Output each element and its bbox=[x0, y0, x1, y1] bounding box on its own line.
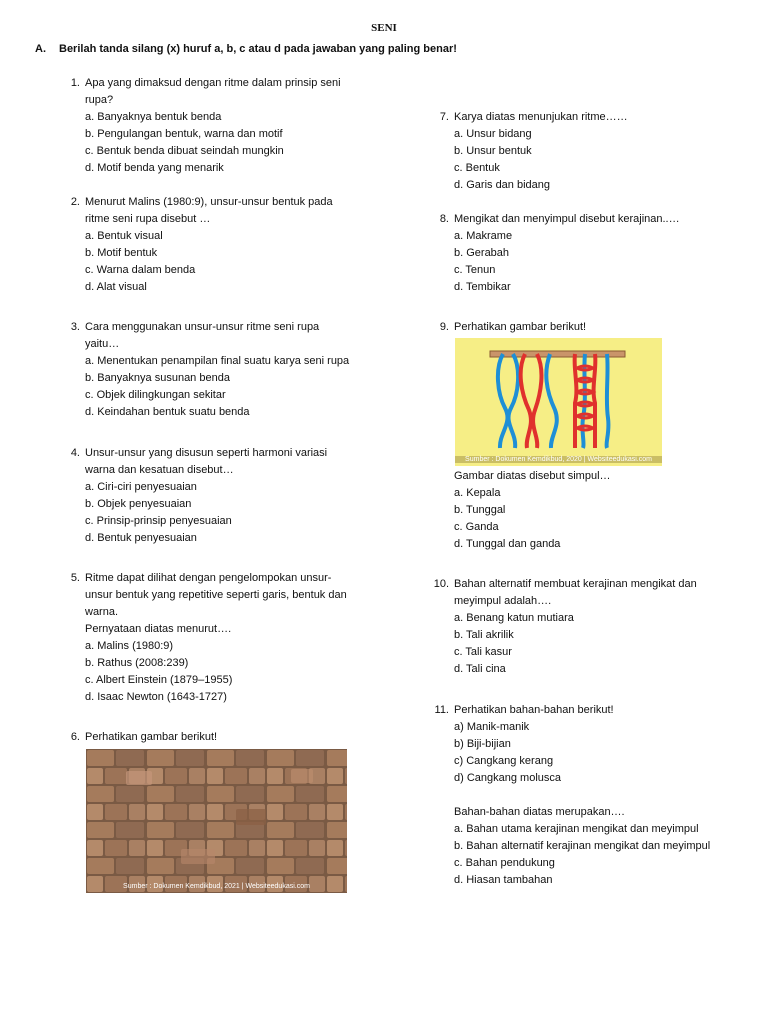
question-statement: Pernyataan diatas menurut…. bbox=[85, 623, 232, 635]
option-a: a. Banyaknya bentuk benda bbox=[85, 111, 222, 123]
figure-caption: Sumber : Dokumen Kemdikbud, 2020 | Websiteedukasi.com bbox=[455, 456, 662, 463]
option-d: d. Bentuk penyesuaian bbox=[85, 532, 197, 544]
stone-wall-image bbox=[86, 749, 347, 893]
question-text: ritme seni rupa disebut … bbox=[85, 213, 211, 225]
option-d: d. Tembikar bbox=[454, 281, 511, 293]
question-number: 10. bbox=[433, 578, 449, 590]
question-4 bbox=[62, 445, 327, 547]
option-a: a. Menentukan penampilan final suatu karya seni rupa bbox=[85, 355, 350, 367]
question-number: 6. bbox=[70, 731, 80, 743]
question-text: Menurut Malins (1980:9), unsur-unsur bentuk pada bbox=[85, 196, 333, 208]
question-6 bbox=[62, 729, 217, 746]
question-text: meyimpul adalah…. bbox=[454, 595, 552, 607]
question-text: Perhatikan gambar berikut! bbox=[85, 731, 218, 743]
question-8 bbox=[431, 211, 680, 296]
question-text: rupa? bbox=[85, 94, 114, 106]
instruction-text: Berilah tanda silang (x) huruf a, b, c atau d pada jawaban yang paling benar! bbox=[59, 43, 457, 55]
question-1 bbox=[62, 75, 341, 177]
option-b: b. Bahan alternatif kerajinan mengikat dan meyimpul bbox=[454, 840, 711, 852]
question-number: 9. bbox=[439, 321, 449, 333]
option-c: c. Albert Einstein (1879–1955) bbox=[85, 674, 233, 686]
question-number: 8. bbox=[439, 213, 449, 225]
stone-wall-drawing bbox=[86, 749, 347, 893]
option-c: c. Prinsip-prinsip penyesuaian bbox=[85, 515, 232, 527]
figure-caption: Sumber : Dokumen Kemdikbud, 2021 | Websiteedukasi.com bbox=[123, 883, 310, 890]
question-number: 7. bbox=[439, 111, 449, 123]
option-d: d. Keindahan bentuk suatu benda bbox=[85, 406, 250, 418]
option-b: b. Pengulangan bentuk, warna dan motif bbox=[85, 128, 283, 140]
material-item: c) Cangkang kerang bbox=[454, 755, 554, 767]
option-b: b. Unsur bentuk bbox=[454, 145, 532, 157]
question-number: 1. bbox=[70, 77, 80, 89]
question-7 bbox=[431, 109, 628, 194]
material-item: d) Cangkang molusca bbox=[454, 772, 562, 784]
option-a: a. Bentuk visual bbox=[85, 230, 163, 242]
question-text: Karya diatas menunjukan ritme…… bbox=[454, 111, 628, 123]
option-b: b. Motif bentuk bbox=[85, 247, 158, 259]
question-text: Bahan-bahan diatas merupakan…. bbox=[454, 806, 625, 818]
macrame-knot-image bbox=[455, 338, 662, 466]
question-number: 2. bbox=[70, 196, 80, 208]
option-b: b. Tunggal bbox=[454, 504, 506, 516]
question-text: Perhatikan bahan-bahan berikut! bbox=[454, 704, 614, 716]
option-a: a. Bahan utama kerajinan mengikat dan meyimpul bbox=[454, 823, 699, 835]
option-d: d. Garis dan bidang bbox=[454, 179, 551, 191]
option-c: c. Objek dilingkungan sekitar bbox=[85, 389, 226, 401]
option-c: c. Warna dalam benda bbox=[85, 264, 196, 276]
question-3 bbox=[62, 319, 349, 421]
question-2 bbox=[62, 194, 333, 296]
blank-line bbox=[454, 787, 710, 804]
material-item: b) Biji-bijian bbox=[454, 738, 511, 750]
instruction bbox=[35, 43, 457, 55]
question-text: Mengikat dan menyimpul disebut kerajinan..… bbox=[454, 213, 680, 225]
option-c: c. Ganda bbox=[454, 521, 499, 533]
option-b: b. Gerabah bbox=[454, 247, 510, 259]
question-10 bbox=[431, 576, 697, 678]
question-9-options bbox=[431, 468, 611, 553]
question-5 bbox=[62, 570, 347, 706]
question-text: Ritme dapat dilihat dengan pengelompokan unsur- bbox=[85, 572, 332, 584]
question-number: 3. bbox=[70, 321, 80, 333]
option-a: a. Makrame bbox=[454, 230, 513, 242]
option-c: c. Bentuk benda dibuat seindah mungkin bbox=[85, 145, 284, 157]
option-c: c. Bentuk bbox=[454, 162, 500, 174]
option-d: d. Hiasan tambahan bbox=[454, 874, 553, 886]
section-letter: A. bbox=[35, 43, 46, 55]
question-number: 4. bbox=[70, 447, 80, 459]
question-text: Bahan alternatif membuat kerajinan mengikat dan bbox=[454, 578, 697, 590]
option-c: c. Tali kasur bbox=[454, 646, 512, 658]
option-a: a. Malins (1980:9) bbox=[85, 640, 174, 652]
question-text: unsur bentuk yang repetitive seperti garis, bentuk dan bbox=[85, 589, 347, 601]
question-11 bbox=[431, 702, 710, 889]
option-c: c. Bahan pendukung bbox=[454, 857, 555, 869]
option-d: d. Tali cina bbox=[454, 663, 506, 675]
material-item: a) Manik-manik bbox=[454, 721, 530, 733]
option-d: d. Alat visual bbox=[85, 281, 147, 293]
option-a: a. Unsur bidang bbox=[454, 128, 532, 140]
question-text: Perhatikan gambar berikut! bbox=[454, 321, 587, 333]
option-d: d. Tunggal dan ganda bbox=[454, 538, 561, 550]
option-d: d. Isaac Newton (1643-1727) bbox=[85, 691, 227, 703]
question-text: Apa yang dimaksud dengan ritme dalam prinsip seni bbox=[85, 77, 341, 89]
option-c: c. Tenun bbox=[454, 264, 496, 276]
option-a: a. Ciri-ciri penyesuaian bbox=[85, 481, 197, 493]
option-b: b. Rathus (2008:239) bbox=[85, 657, 189, 669]
option-a: a. Benang katun mutiara bbox=[454, 612, 574, 624]
question-text: Cara menggunakan unsur-unsur ritme seni rupa bbox=[85, 321, 320, 333]
option-a: a. Kepala bbox=[454, 487, 501, 499]
question-text: warna dan kesatuan disebut… bbox=[85, 464, 234, 476]
macrame-drawing bbox=[455, 338, 662, 466]
question-number: 11. bbox=[434, 704, 449, 716]
question-number: 5. bbox=[70, 572, 80, 584]
question-text: yaitu… bbox=[85, 338, 120, 350]
option-b: b. Tali akrilik bbox=[454, 629, 514, 641]
option-b: b. Objek penyesuaian bbox=[85, 498, 192, 510]
page-title: SENI bbox=[371, 22, 397, 34]
question-text: Gambar diatas disebut simpul… bbox=[454, 470, 611, 482]
question-text: Unsur-unsur yang disusun seperti harmoni variasi bbox=[85, 447, 328, 459]
option-b: b. Banyaknya susunan benda bbox=[85, 372, 230, 384]
option-d: d. Motif benda yang menarik bbox=[85, 162, 224, 174]
question-9 bbox=[431, 319, 586, 336]
question-text: warna. bbox=[85, 606, 119, 618]
